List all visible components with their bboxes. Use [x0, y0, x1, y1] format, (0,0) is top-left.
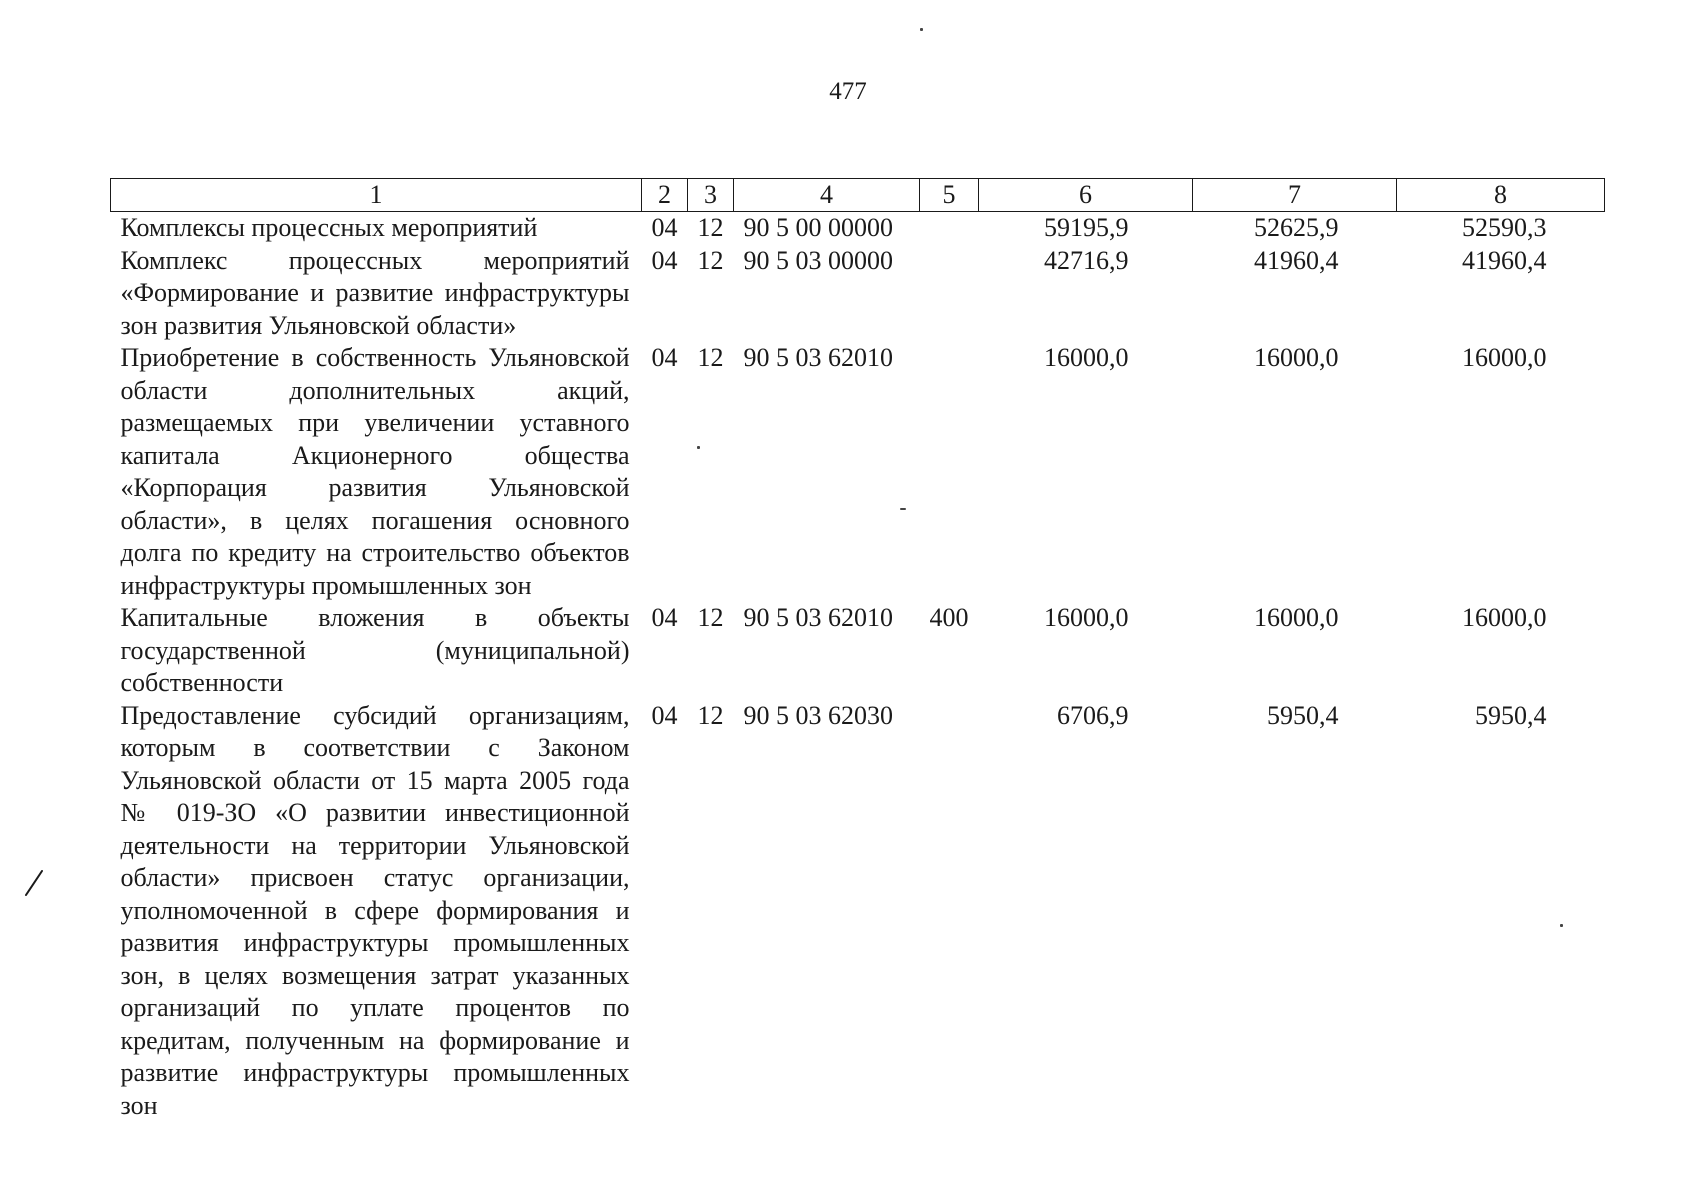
budget-table: [110, 178, 1605, 1122]
row-expense-type: [920, 342, 979, 602]
table-header: [111, 179, 1605, 212]
table-body: [111, 212, 1605, 1123]
table-row: [111, 700, 1605, 1123]
scan-speck: [697, 446, 700, 449]
row-amount-year2: 16000,0: [1254, 343, 1339, 372]
row-subsection-code: 12: [697, 700, 724, 730]
row-amount-year3: 52590,3: [1462, 213, 1547, 242]
row-section-code: 04: [651, 343, 678, 372]
row-section-code: 04: [651, 213, 678, 242]
row-section-code: 04: [651, 603, 678, 632]
row-target-article: 90 5 03 62010: [743, 603, 893, 632]
column-header-1: 1: [111, 179, 642, 212]
row-subsection-code: 12: [697, 245, 724, 275]
row-subsection-code: 12: [697, 603, 724, 632]
row-section-code: 04: [651, 700, 678, 730]
row-expense-type: [920, 212, 979, 245]
scan-speck: [1560, 924, 1563, 927]
row-description: Предоставление субсидий организациям, которым в соответствии с Законом Ульяновской области от 15 марта 2005 года № 019-ЗО «О развитии инвестиционной деятельности на территории Ульяновской области» присвоен статус организации, уполномоченной в сфере формирования и развития инфраструктуры промышленных зон, в целях возмещения затрат указанных организаций по уплате процентов по кредитам, полученным на формирование и развитие инфраструктуры промышленных зон: [120, 700, 630, 1120]
row-amount-year1: 16000,0: [1044, 343, 1129, 372]
row-amount-year2: 41960,4: [1254, 245, 1339, 275]
column-header-2: 2: [642, 179, 688, 212]
row-amount-year2: 52625,9: [1254, 213, 1339, 242]
row-subsection-code: 12: [697, 213, 724, 242]
row-amount-year2: 16000,0: [1254, 603, 1339, 632]
column-header-4: 4: [734, 179, 920, 212]
column-header-3: 3: [688, 179, 734, 212]
column-header-6: 6: [979, 179, 1193, 212]
scan-speck: [900, 508, 906, 510]
table-row: [111, 212, 1605, 245]
row-description: Комплекс процессных мероприятий «Формирование и развитие инфраструктуры зон развития Ульяновской области»: [120, 245, 630, 340]
scan-speck: [920, 28, 923, 31]
row-target-article: 90 5 00 00000: [743, 213, 893, 242]
row-description: Приобретение в собственность Ульяновской области дополнительных акций, размещаемых при увеличении уставного капитала Акционерного общества «Корпорация развития Ульяновской области», в целях погашения основного долга по кредиту на строительство объектов инфраструктуры промышленных зон: [120, 343, 630, 600]
column-header-5: 5: [920, 179, 979, 212]
page-number: 477: [829, 78, 867, 105]
row-description: Капитальные вложения в объекты государственной (муниципальной) собственности: [120, 603, 630, 697]
column-header-7: 7: [1193, 179, 1397, 212]
row-expense-type: [920, 700, 979, 1123]
row-amount-year3: 16000,0: [1462, 603, 1547, 632]
row-target-article: 90 5 03 62010: [743, 343, 893, 372]
row-expense-type: [920, 245, 979, 343]
table-row: [111, 602, 1605, 700]
row-description: Комплексы процессных мероприятий: [120, 213, 538, 242]
row-amount-year3: 5950,4: [1475, 700, 1547, 730]
row-target-article: 90 5 03 62030: [743, 700, 893, 730]
row-amount-year1: 42716,9: [1044, 245, 1129, 275]
table-row: [111, 245, 1605, 343]
column-header-8: 8: [1397, 179, 1605, 212]
row-subsection-code: 12: [697, 343, 724, 372]
row-amount-year1: 6706,9: [1057, 700, 1129, 730]
row-amount-year2: 5950,4: [1267, 700, 1339, 730]
row-section-code: 04: [651, 245, 678, 275]
pen-stroke-mark: [22, 868, 46, 898]
row-target-article: 90 5 03 00000: [743, 245, 893, 275]
header-row: [111, 179, 1605, 212]
table-row: [111, 342, 1605, 602]
row-amount-year3: 16000,0: [1462, 343, 1547, 372]
row-amount-year3: 41960,4: [1462, 245, 1547, 275]
row-amount-year1: 59195,9: [1044, 213, 1129, 242]
row-expense-type: 400: [929, 603, 969, 632]
row-amount-year1: 16000,0: [1044, 603, 1129, 632]
